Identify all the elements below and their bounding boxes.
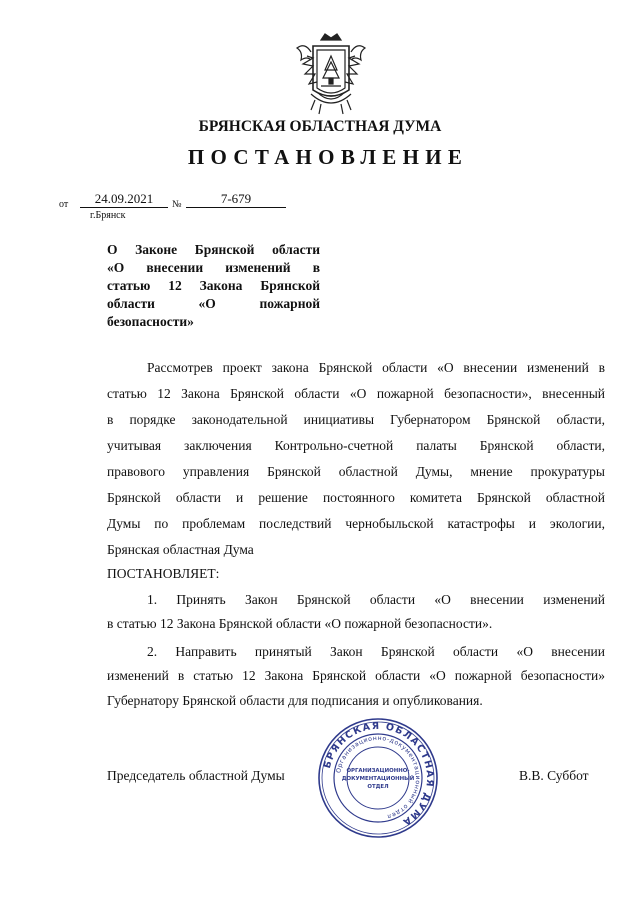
round-seal-icon xyxy=(317,717,439,839)
item-1-line: в статью 12 Закона Брянской области «О пожарной безопасности». xyxy=(107,616,493,631)
organization-name: БРЯНСКАЯ ОБЛАСТНАЯ ДУМА xyxy=(198,118,442,135)
place-label: г.Брянск xyxy=(90,210,126,221)
item-2-line: изменений в статью 12 Закона Брянской области «О пожарной безопасности» xyxy=(107,668,605,683)
date-prefix: от xyxy=(59,199,69,210)
preamble-line: Рассмотрев проект закона Брянской области «О внесении изменений в xyxy=(147,360,605,375)
subject-line: О Законе Брянской области xyxy=(107,242,320,257)
preamble-line: Брянской области и решение постоянного комитета Брянской областной xyxy=(107,490,605,505)
stamp-center-line: ОРГАНИЗАЦИОННО- xyxy=(346,768,410,774)
official-stamp xyxy=(317,717,439,839)
subject-line: «О внесении изменений в xyxy=(107,260,320,275)
signer-name: В.В. Суббот xyxy=(519,768,589,783)
preamble-line: в порядке законодательной инициативы Губернатором Брянской области, xyxy=(107,412,605,427)
stamp-center-line: ОТДЕЛ xyxy=(367,784,389,790)
stamp-outer-text: БРЯНСКАЯ ОБЛАСТНАЯ ДУМА xyxy=(321,720,436,828)
signer-position: Председатель областной Думы xyxy=(107,768,285,783)
date-field: 24.09.2021 xyxy=(80,191,168,208)
item-1-line: 1. Принять Закон Брянской области «О внесении изменений xyxy=(147,592,605,607)
preamble-line: Думы по проблемам последствий чернобыльской катастрофы и экологии, xyxy=(107,516,605,531)
stamp-ring-text: Организационно-документационный отдел xyxy=(335,734,422,820)
resolves-heading: ПОСТАНОВЛЯЕТ: xyxy=(107,566,220,581)
subject-line: области «О пожарной xyxy=(107,296,320,311)
subject-line: статью 12 Закона Брянской xyxy=(107,278,320,293)
preamble-line: Брянская областная Дума xyxy=(107,542,254,557)
item-2-line: 2. Направить принятый Закон Брянской области «О внесении xyxy=(147,644,605,659)
stamp-center-line: ДОКУМЕНТАЦИОННЫЙ xyxy=(341,776,415,782)
number-prefix: № xyxy=(172,199,182,210)
preamble-line: правового управления Брянской областной Думы, мнение прокуратуры xyxy=(107,464,605,479)
item-2-line: Губернатору Брянской области для подписания и опубликования. xyxy=(107,693,483,708)
subject-line: безопасности» xyxy=(107,314,194,329)
number-field: 7-679 xyxy=(186,191,286,208)
preamble-line: статью 12 Закона Брянской области «О пожарной безопасности», внесенный xyxy=(107,386,605,401)
document-type-title: ПОСТАНОВЛЕНИЕ xyxy=(187,145,469,169)
preamble-line: учитывая заключения Контрольно-счетной палаты Брянской области, xyxy=(107,438,605,453)
